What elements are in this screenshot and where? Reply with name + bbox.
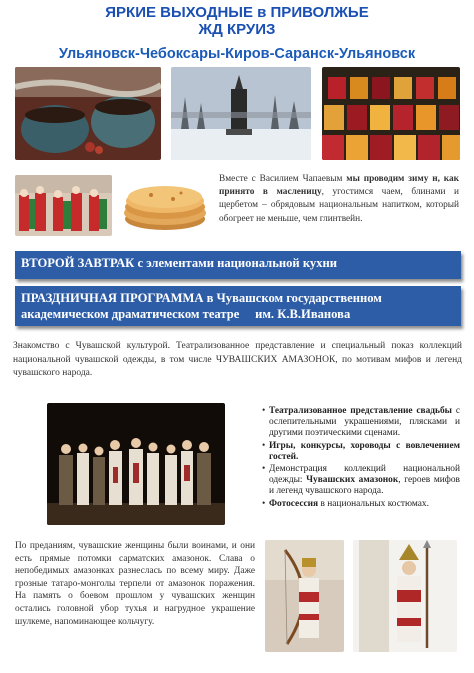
pancakes-photo: [121, 175, 210, 236]
sherbet-glasses-photo: [322, 67, 460, 160]
intro-text: [219, 173, 459, 226]
bullet-4-text: в национальных костюмах.: [318, 498, 429, 509]
program-banner-line2: академическом драматическом театре им. К.В.Иванова: [21, 307, 351, 321]
list-item: [262, 464, 460, 498]
bullet-2-bold: Игры, конкурсы, хороводы с вовлечением гостей.: [269, 440, 460, 462]
theater-stage-photo: [47, 403, 225, 525]
bullet-3-bold: Чувашских амазонок: [306, 475, 399, 486]
route-title: Ульяновск-Чебоксары-Киров-Саранск-Ульяновск: [58, 46, 416, 62]
amazon-archer-photo: [265, 540, 344, 652]
program-banner-line1: ПРАЗДНИЧНАЯ ПРОГРАММА в Чувашском государственном: [21, 291, 382, 305]
amazons-legend-text: По преданиям, чувашские женщины были воинами, и они есть прямые потомки сарматских амазонок. Слава о непобедимых амазонках разнеслась по всему миру. Даже грозные татаро-монголы терпели от амазонок поражения. На память о боевом прошлом у чувашских женщин остались головной убор тухья и нагрудное украшение шулкеме, напоминающее кольчугу.: [15, 541, 255, 627]
program-banner: [15, 286, 461, 326]
breakfast-banner: [15, 251, 461, 279]
list-item: [262, 406, 460, 440]
breakfast-banner-label: ВТОРОЙ ЗАВТРАК с элементами национальной кухни: [21, 256, 337, 270]
bullet-3-pre: Демонстрация коллекций национальной одежды:: [269, 464, 460, 486]
list-item: [262, 441, 460, 463]
title-line-2: ЖД КРУИЗ: [198, 21, 276, 38]
list-item: [262, 499, 460, 510]
program-highlights-list: [262, 406, 460, 511]
intro-text-part3: , угостимся чаем, блинами и щербетом – обрядовым национальным напитком, который обогреет не меньше, чем глинтвейн.: [219, 187, 459, 224]
culture-description: Знакомство с Чувашской культурой. Театрализованное представление и специальный показ коллекций национальной чувашской одежды, в том числе ЧУВАШСКИХ АМАЗОНОК, по мотивам мифов и легенд чувашского народа.: [13, 341, 462, 378]
intro-text-part1: Вместе с Василием Чапаевым: [219, 174, 347, 184]
bullet-1-text: с ослепительными украшениями, плясками и другими поэтическими сценами.: [269, 406, 460, 439]
folk-dancers-photo: [15, 175, 112, 236]
winter-monument-photo: [171, 67, 311, 160]
intro-text-bold: мы проводим зиму н, как принято в масленицу: [219, 174, 459, 198]
bullet-4-bold: Фотосессия: [269, 498, 319, 509]
bullet-1-bold: Театрализованное представление свадьбы: [269, 406, 452, 416]
amazon-warrior-photo: [353, 540, 457, 652]
bullet-3-text: , героев мифов и легенд чувашского народа.: [269, 475, 460, 497]
tea-cups-photo: [15, 67, 161, 160]
title-line-1: ЯРКИЕ ВЫХОДНЫЕ в ПРИВОЛЖЬЕ: [105, 4, 369, 21]
